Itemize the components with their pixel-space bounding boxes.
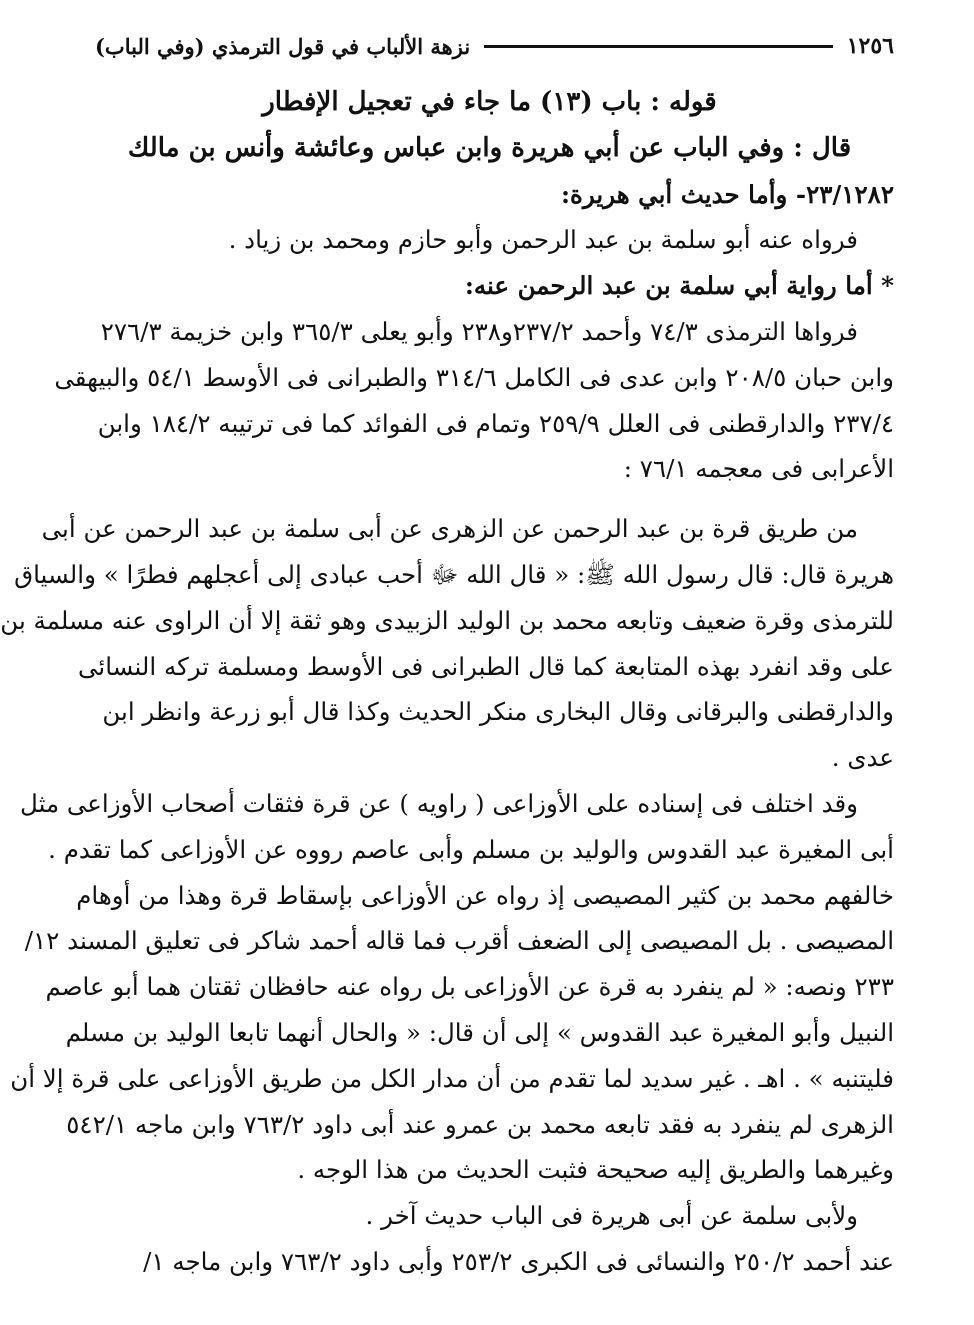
text-line: على وقد انفرد بهذه المتابعة كما قال الطبرانى فى الأوسط ومسلمة تركه النسائى <box>77 651 894 681</box>
text-line: ٢٣٧/٤ والدارقطنى فى العلل ٢٥٩/٩ وتمام فى الفوائد كما فى ترتيبه ١٨٤/٢ وابن <box>97 408 894 438</box>
text-line: فرواها الترمذى ٧٤/٣ وأحمد ٢٣٧/٢و٢٣٨ وأبو يعلى ٣٦٥/٣ وابن خزيمة ٢٧٦/٣ <box>100 316 858 346</box>
running-title: نزهة الألباب في قول الترمذي (وفي الباب) <box>95 33 471 59</box>
text-line: ولأبى سلمة عن أبى هريرة فى الباب حديث آخر . <box>365 1201 858 1231</box>
text-line: الزهرى لم ينفرد به فقد تابعه محمد بن عمرو عند أبى داود ٧٦٣/٢ وابن ماجه ٥٤٢/١ <box>66 1109 894 1139</box>
chapter-subheading: قال : وفي الباب عن أبي هريرة وابن عباس وعائشة وأنس بن مالك <box>127 132 852 163</box>
text-line: ٢٣٣ ونصه: « لم ينفرد به قرة عن الأوزاعى بل رواه عنه حافظان ثقتان هما أبو عاصم <box>45 972 894 1002</box>
text-line: والدارقطنى والبرقانى وقال البخارى منكر الحديث وكذا قال أبو زرعة وانظر ابن <box>102 697 894 727</box>
text-line: فليتنبه » . اهـ . غير سديد لما تقدم من أن مدار الكل من طريق الأوزاعى على قرة إلا أن <box>10 1063 894 1093</box>
header-rule <box>484 45 833 48</box>
text-line: وغيرهما والطريق إليه صحيحة فثبت الحديث من هذا الوجه . <box>297 1155 894 1185</box>
text-line: من طريق قرة بن عبد الرحمن عن الزهرى عن أبى سلمة بن عبد الرحمن عن أبى <box>41 514 858 544</box>
text-line: الأعرابى فى معجمه ٧٦/١ : <box>623 454 894 484</box>
text-line: عدى . <box>831 743 894 773</box>
text-line: وقد اختلف فى إسناده على الأوزاعى ( راويه ) عن قرة فثقات أصحاب الأوزاعى مثل <box>20 788 858 818</box>
text-line: هريرة قال: قال رسول الله ﷺ: « قال الله ﷻ أحب عبادى إلى أعجلهم فطرًا » والسياق <box>14 559 894 589</box>
page-body <box>0 80 894 1285</box>
page-number: ١٢٥٦ <box>846 33 894 59</box>
text-line: خالفهم محمد بن كثير المصيصى إذ رواه عن الأوزاعى بإسقاط قرة وهذا من أوهام <box>76 880 894 910</box>
text-line: فرواه عنه أبو سلمة بن عبد الرحمن وأبو حازم ومحمد بن زياد . <box>228 225 858 255</box>
text-line: النبيل وأبو المغيرة عبد القدوس » إلى أن قال: « والحال أنهما تابعا الوليد بن مسلم <box>65 1017 894 1047</box>
page-header <box>95 26 894 66</box>
text-line: عند أحمد ٢٥٠/٢ والنسائى فى الكبرى ٢٥٣/٢ وأبى داود ٧٦٣/٢ وابن ماجه ١/ <box>143 1246 894 1276</box>
paragraph-gap <box>85 492 894 506</box>
section-heading: * أما رواية أبي سلمة بن عبد الرحمن عنه: <box>464 271 894 301</box>
text-line: للترمذى وقرة ضعيف وتابعه محمد بن الوليد الزبيدى وهو ثقة إلا أن الراوى عنه مسلمة بن <box>0 605 894 635</box>
chapter-heading: قوله : باب (١٣) ما جاء في تعجيل الإفطار <box>262 87 717 117</box>
text-line: المصيصى . بل المصيصى إلى الضعف أقرب فما قاله أحمد شاكر فى تعليق المسند ١٢/ <box>24 926 894 956</box>
text-line: أبى المغيرة عبد القدوس والوليد بن مسلم وأبى عاصم رووه عن الأوزاعى كما تقدم . <box>48 834 894 864</box>
hadith-heading: ٢٣/١٢٨٢- وأما حديث أبي هريرة: <box>560 179 894 209</box>
text-line: وابن حبان ٢٠٨/٥ وابن عدى فى الكامل ٣١٤/٦ والطبرانى فى الأوسط ٥٤/١ والبيهقى <box>54 362 894 392</box>
